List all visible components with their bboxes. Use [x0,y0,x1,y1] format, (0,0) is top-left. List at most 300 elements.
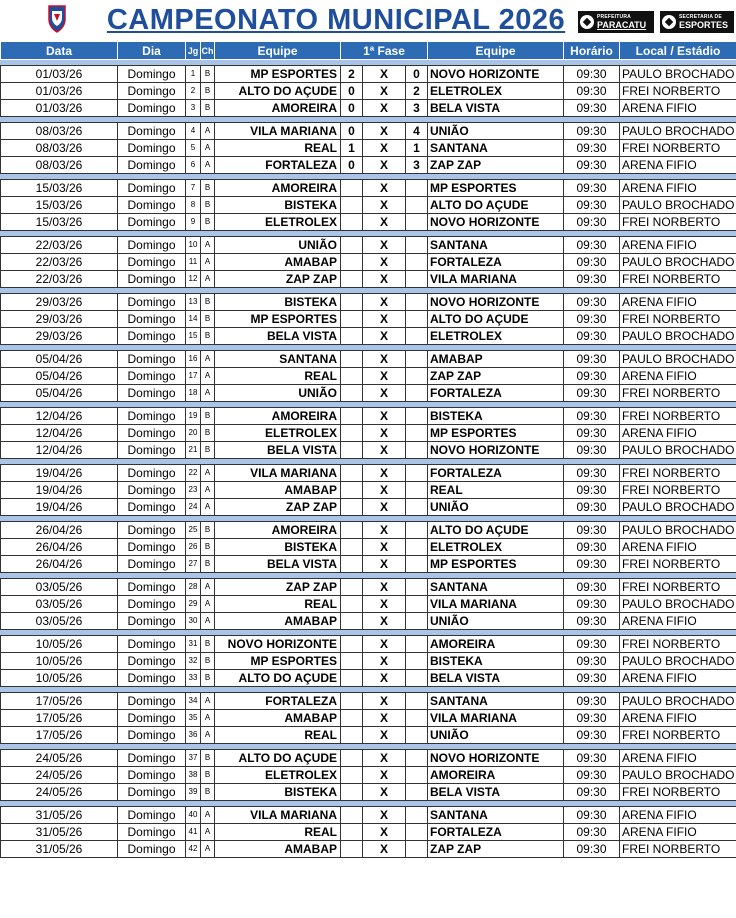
match-game-number: 2 [186,83,201,100]
match-venue: PAULO BROCHADO [620,66,736,83]
away-team: SANTANA [428,579,564,596]
match-game-number: 38 [186,767,201,784]
match-game-number: 1 [186,66,201,83]
match-time: 09:30 [564,311,620,328]
away-team: VILA MARIANA [428,596,564,613]
home-team: FORTALEZA [215,157,341,174]
match-time: 09:30 [564,693,620,710]
away-team: FORTALEZA [428,385,564,402]
match-venue: PAULO BROCHADO [620,123,736,140]
match-game-number: 6 [186,157,201,174]
home-score [341,636,363,653]
home-score [341,351,363,368]
match-day: Domingo [118,157,186,174]
versus-mark: X [363,294,406,311]
table-row [1,539,736,556]
match-time: 09:30 [564,66,620,83]
away-team: FORTALEZA [428,254,564,271]
versus-mark: X [363,613,406,630]
table-row [1,368,736,385]
home-score [341,556,363,573]
versus-mark: X [363,539,406,556]
match-group: B [201,539,215,556]
match-date: 08/03/26 [1,157,118,174]
versus-mark: X [363,254,406,271]
match-group: A [201,123,215,140]
table-row [1,66,736,83]
away-score [406,727,428,744]
table-row [1,710,736,727]
home-team: UNIÃO [215,237,341,254]
match-time: 09:30 [564,368,620,385]
match-venue: PAULO BROCHADO [620,767,736,784]
match-group: B [201,442,215,459]
match-date: 08/03/26 [1,140,118,157]
match-day: Domingo [118,271,186,288]
match-time: 09:30 [564,197,620,214]
versus-mark: X [363,636,406,653]
home-score [341,596,363,613]
match-game-number: 8 [186,197,201,214]
match-date: 01/03/26 [1,83,118,100]
match-venue: ARENA FIFIO [620,750,736,767]
table-row [1,328,736,345]
away-team: AMABAP [428,351,564,368]
match-game-number: 34 [186,693,201,710]
match-time: 09:30 [564,750,620,767]
match-group: B [201,767,215,784]
match-date: 15/03/26 [1,180,118,197]
away-team: SANTANA [428,807,564,824]
match-venue: PAULO BROCHADO [620,328,736,345]
away-team: SANTANA [428,237,564,254]
header-time: Horário [564,42,620,60]
away-score [406,197,428,214]
match-day: Domingo [118,727,186,744]
match-game-number: 42 [186,841,201,858]
match-day: Domingo [118,539,186,556]
away-team: ELETROLEX [428,539,564,556]
home-team: UNIÃO [215,385,341,402]
match-group: A [201,254,215,271]
table-row [1,556,736,573]
home-team: BELA VISTA [215,442,341,459]
header-day: Dia [118,42,186,60]
match-group: A [201,482,215,499]
match-group: A [201,351,215,368]
away-score [406,636,428,653]
match-time: 09:30 [564,596,620,613]
home-team: BELA VISTA [215,328,341,345]
match-group: B [201,556,215,573]
home-score [341,425,363,442]
table-row [1,653,736,670]
match-game-number: 11 [186,254,201,271]
versus-mark: X [363,83,406,100]
away-team: ZAP ZAP [428,157,564,174]
home-team: REAL [215,368,341,385]
versus-mark: X [363,465,406,482]
table-row [1,254,736,271]
away-score [406,596,428,613]
match-venue: FREI NORBERTO [620,83,736,100]
home-team: AMABAP [215,710,341,727]
versus-mark: X [363,784,406,801]
match-date: 22/03/26 [1,237,118,254]
home-team: ELETROLEX [215,767,341,784]
match-date: 22/03/26 [1,254,118,271]
match-date: 17/05/26 [1,710,118,727]
home-score [341,767,363,784]
table-row [1,596,736,613]
away-score: 2 [406,83,428,100]
versus-mark: X [363,807,406,824]
match-day: Domingo [118,767,186,784]
home-team: AMABAP [215,482,341,499]
away-score [406,613,428,630]
match-date: 01/03/26 [1,100,118,117]
match-day: Domingo [118,499,186,516]
match-game-number: 31 [186,636,201,653]
versus-mark: X [363,425,406,442]
match-group: A [201,368,215,385]
match-time: 09:30 [564,807,620,824]
match-game-number: 28 [186,579,201,596]
home-score [341,824,363,841]
match-group: A [201,140,215,157]
home-team: FORTALEZA [215,693,341,710]
header-game-number: Jg [186,42,201,60]
home-score [341,254,363,271]
versus-mark: X [363,157,406,174]
match-time: 09:30 [564,123,620,140]
match-group: B [201,653,215,670]
away-team: BISTEKA [428,408,564,425]
match-date: 29/03/26 [1,311,118,328]
versus-mark: X [363,368,406,385]
away-team: ALTO DO AÇUDE [428,197,564,214]
match-date: 17/05/26 [1,693,118,710]
match-day: Domingo [118,214,186,231]
match-date: 17/05/26 [1,727,118,744]
match-day: Domingo [118,636,186,653]
match-venue: FREI NORBERTO [620,727,736,744]
home-score [341,465,363,482]
table-row [1,214,736,231]
match-game-number: 20 [186,425,201,442]
home-score: 0 [341,100,363,117]
home-team: AMOREIRA [215,408,341,425]
match-time: 09:30 [564,83,620,100]
home-team: AMABAP [215,613,341,630]
home-team: REAL [215,140,341,157]
table-row [1,522,736,539]
match-group: B [201,294,215,311]
match-time: 09:30 [564,824,620,841]
versus-mark: X [363,750,406,767]
match-group: A [201,727,215,744]
away-score [406,254,428,271]
away-score [406,807,428,824]
home-team: VILA MARIANA [215,123,341,140]
match-time: 09:30 [564,499,620,516]
match-game-number: 16 [186,351,201,368]
match-day: Domingo [118,613,186,630]
table-row [1,579,736,596]
match-day: Domingo [118,670,186,687]
away-score [406,767,428,784]
away-team: SANTANA [428,140,564,157]
table-row [1,465,736,482]
away-team: BELA VISTA [428,784,564,801]
secretaria-logo [660,11,734,33]
match-group: A [201,465,215,482]
home-score [341,442,363,459]
home-team: REAL [215,727,341,744]
match-group: B [201,197,215,214]
away-team: NOVO HORIZONTE [428,214,564,231]
header-date: Data [1,42,118,60]
versus-mark: X [363,522,406,539]
home-score [341,408,363,425]
versus-mark: X [363,710,406,727]
match-date: 10/05/26 [1,636,118,653]
match-date: 10/05/26 [1,670,118,687]
match-date: 15/03/26 [1,214,118,231]
away-score [406,482,428,499]
away-score [406,784,428,801]
table-row [1,351,736,368]
away-score [406,425,428,442]
match-game-number: 26 [186,539,201,556]
match-day: Domingo [118,351,186,368]
away-score [406,750,428,767]
match-group: B [201,425,215,442]
match-venue: FREI NORBERTO [620,311,736,328]
versus-mark: X [363,100,406,117]
home-score [341,214,363,231]
match-date: 05/04/26 [1,385,118,402]
match-group: A [201,596,215,613]
match-day: Domingo [118,294,186,311]
match-time: 09:30 [564,465,620,482]
home-score [341,482,363,499]
table-row [1,294,736,311]
home-score [341,841,363,858]
match-group: B [201,180,215,197]
home-score: 2 [341,66,363,83]
home-team: ELETROLEX [215,425,341,442]
match-date: 26/04/26 [1,522,118,539]
versus-mark: X [363,579,406,596]
match-time: 09:30 [564,328,620,345]
match-game-number: 35 [186,710,201,727]
match-game-number: 33 [186,670,201,687]
away-score [406,180,428,197]
away-team: NOVO HORIZONTE [428,442,564,459]
match-time: 09:30 [564,841,620,858]
match-venue: ARENA FIFIO [620,710,736,727]
match-date: 31/05/26 [1,824,118,841]
home-score: 0 [341,83,363,100]
match-day: Domingo [118,140,186,157]
match-date: 31/05/26 [1,841,118,858]
away-score [406,539,428,556]
home-score [341,311,363,328]
match-game-number: 21 [186,442,201,459]
match-venue: ARENA FIFIO [620,157,736,174]
match-date: 24/05/26 [1,784,118,801]
home-score [341,653,363,670]
match-venue: FREI NORBERTO [620,385,736,402]
away-team: UNIÃO [428,499,564,516]
home-score [341,727,363,744]
match-group: A [201,499,215,516]
home-team: VILA MARIANA [215,807,341,824]
away-score [406,385,428,402]
match-group: A [201,841,215,858]
prefeitura-logo [578,11,654,33]
match-game-number: 29 [186,596,201,613]
header-away-team: Equipe [428,42,564,60]
match-day: Domingo [118,408,186,425]
match-time: 09:30 [564,767,620,784]
home-score [341,807,363,824]
table-row [1,237,736,254]
prefeitura-logo-small: PREFEITURA [597,14,631,20]
away-team: ALTO DO AÇUDE [428,522,564,539]
home-team: MP ESPORTES [215,311,341,328]
match-venue: FREI NORBERTO [620,636,736,653]
match-venue: ARENA FIFIO [620,670,736,687]
away-score: 0 [406,66,428,83]
schedule-body [1,60,736,858]
match-date: 05/04/26 [1,368,118,385]
match-group: B [201,66,215,83]
versus-mark: X [363,311,406,328]
match-day: Domingo [118,522,186,539]
home-team: NOVO HORIZONTE [215,636,341,653]
match-game-number: 40 [186,807,201,824]
match-game-number: 10 [186,237,201,254]
table-row [1,311,736,328]
match-time: 09:30 [564,653,620,670]
match-day: Domingo [118,311,186,328]
match-venue: ARENA FIFIO [620,100,736,117]
match-group: A [201,157,215,174]
home-score [341,539,363,556]
table-row [1,100,736,117]
away-score [406,351,428,368]
header-group: Ch [201,42,215,60]
versus-mark: X [363,66,406,83]
away-team: ALTO DO AÇUDE [428,311,564,328]
table-row [1,670,736,687]
match-venue: ARENA FIFIO [620,613,736,630]
home-score [341,710,363,727]
match-group: B [201,522,215,539]
match-venue: PAULO BROCHADO [620,522,736,539]
table-row [1,442,736,459]
match-time: 09:30 [564,613,620,630]
versus-mark: X [363,556,406,573]
match-venue: FREI NORBERTO [620,140,736,157]
match-game-number: 32 [186,653,201,670]
match-group: A [201,613,215,630]
home-team: MP ESPORTES [215,653,341,670]
home-team: AMABAP [215,254,341,271]
home-team: AMOREIRA [215,180,341,197]
home-score [341,271,363,288]
match-time: 09:30 [564,539,620,556]
home-team: REAL [215,596,341,613]
table-row [1,140,736,157]
home-team: BISTEKA [215,539,341,556]
away-score [406,522,428,539]
match-game-number: 3 [186,100,201,117]
match-time: 09:30 [564,214,620,231]
page-header [0,0,736,41]
match-time: 09:30 [564,254,620,271]
away-team: UNIÃO [428,613,564,630]
match-group: A [201,824,215,841]
match-date: 19/04/26 [1,465,118,482]
table-row [1,824,736,841]
match-day: Domingo [118,807,186,824]
home-score [341,784,363,801]
match-day: Domingo [118,66,186,83]
match-time: 09:30 [564,727,620,744]
home-score [341,693,363,710]
match-date: 03/05/26 [1,596,118,613]
match-day: Domingo [118,197,186,214]
away-score [406,499,428,516]
match-time: 09:30 [564,425,620,442]
match-venue: FREI NORBERTO [620,556,736,573]
versus-mark: X [363,385,406,402]
home-team: MP ESPORTES [215,66,341,83]
soccer-ball-icon [580,15,594,29]
versus-mark: X [363,408,406,425]
away-score [406,710,428,727]
versus-mark: X [363,596,406,613]
match-day: Domingo [118,180,186,197]
match-game-number: 39 [186,784,201,801]
match-date: 03/05/26 [1,613,118,630]
match-time: 09:30 [564,579,620,596]
match-group: B [201,311,215,328]
match-day: Domingo [118,556,186,573]
match-group: A [201,693,215,710]
match-date: 19/04/26 [1,482,118,499]
away-team: FORTALEZA [428,824,564,841]
match-group: B [201,100,215,117]
match-group: A [201,710,215,727]
away-score [406,653,428,670]
home-score [341,522,363,539]
home-team: ZAP ZAP [215,579,341,596]
match-date: 12/04/26 [1,442,118,459]
match-time: 09:30 [564,294,620,311]
match-day: Domingo [118,482,186,499]
match-venue: FREI NORBERTO [620,214,736,231]
versus-mark: X [363,140,406,157]
match-time: 09:30 [564,784,620,801]
soccer-ball-icon [662,15,676,29]
home-score: 0 [341,157,363,174]
home-score [341,294,363,311]
match-time: 09:30 [564,100,620,117]
